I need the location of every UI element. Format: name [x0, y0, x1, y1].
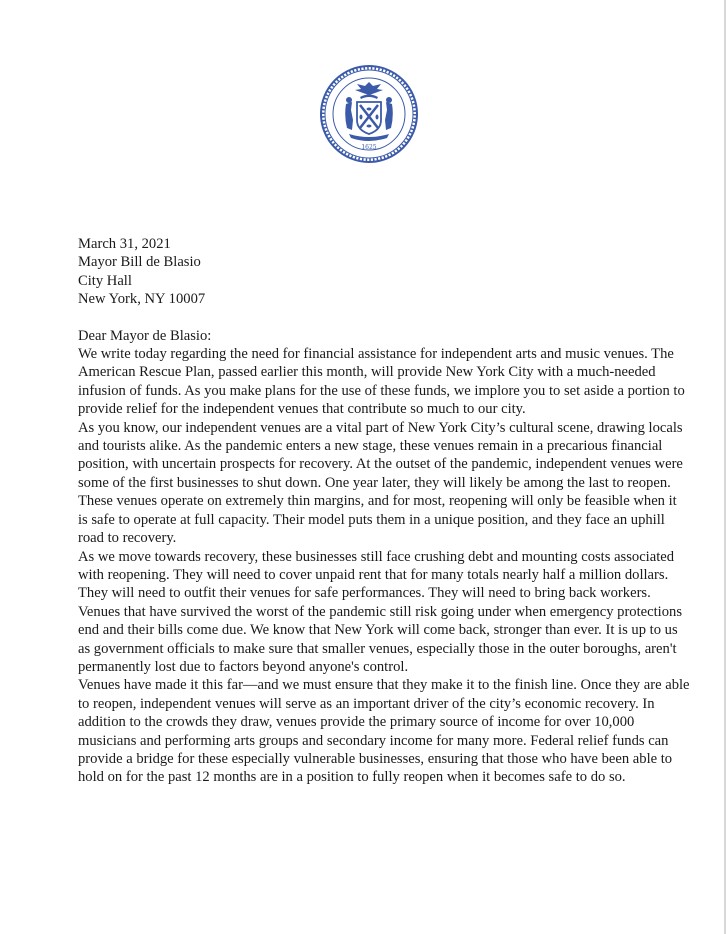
seal-year: 1625 — [361, 144, 377, 151]
paragraph: As we move towards recovery, these businesses still face crushing debt and mounting costs associated with reopening. They will need to cover unpaid rent that for many totals nearly half a million dollars. They will need to outfit their venues for safe performances. They will need to bring back workers. Venues that have survived the worst of the pandemic still risk going under when emergency protections end and their bills come due. We know that New York will come back, stronger than ever. It is up to us as government officials to make sure that smaller venues, especially those in the outer boroughs, aren't permanently lost due to factors beyond anyone's control. — [78, 548, 683, 675]
recipient-name: Mayor Bill de Blasio — [78, 254, 201, 271]
letter-body — [78, 235, 690, 787]
recipient-city-line: New York, NY 10007 — [78, 291, 206, 308]
letter-date: March 31, 2021 — [78, 236, 171, 252]
recipient-address — [78, 253, 690, 308]
salutation: Dear Mayor de Blasio: — [78, 327, 212, 344]
recipient-office: City Hall — [78, 272, 132, 289]
paragraph: Venues have made it this far—and we must ensure that they make it to the finish line. Once they are able to reopen, independent venues will serve as an important driver of the city’s economic recovery. In addition to the crowds they draw, venues provide the primary source of income for over 10,000 musicians and performing arts groups and secondary income for many more. Federal relief funds can provide a bridge for these especially vulnerable businesses, ensuring that those who have been able to hold on for the past 12 months are in a position to fully reopen when it becomes safe to do so. — [78, 677, 690, 786]
nyc-seal-icon — [319, 64, 419, 164]
paragraph: As you know, our independent venues are a vital part of New York City’s cultural scene, drawing locals and tourists alike. As the pandemic enters a new stage, these venues remain in a precarious financial position, with uncertain prospects for recovery. At the outset of the pandemic, independent venues were some of the first businesses to shut down. One year later, they will likely be among the last to reopen. These venues operate on extremely thin margins, and for most, reopening will only be feasible when it is safe to operate at full capacity. Their model puts them in a unique position, and they face an uphill road to recovery. — [78, 419, 683, 547]
paragraph: We write today regarding the need for financial assistance for independent arts and music venues. The American Rescue Plan, passed earlier this month, will provide New York City with a much-needed infusion of funds. As you make plans for the use of these funds, we implore you to set aside a portion to provide relief for the independent venues that contribute so much to our city. — [78, 346, 685, 418]
